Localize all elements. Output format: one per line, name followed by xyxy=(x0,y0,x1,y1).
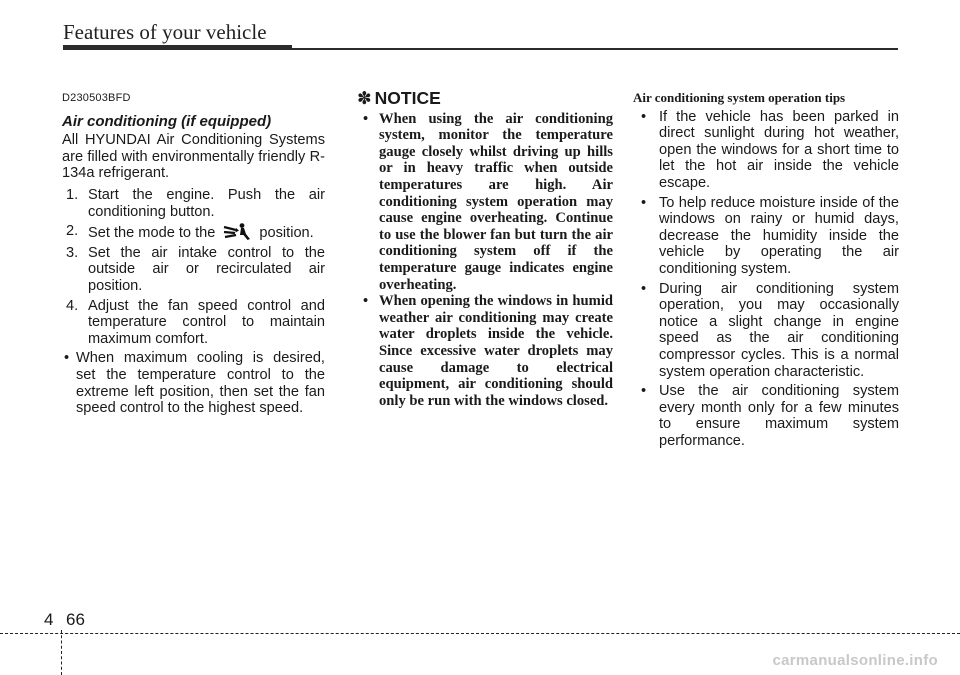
bullet-dot: • xyxy=(363,110,369,127)
intro-paragraph: All HYUNDAI Air Conditioning Systems are filled with environmentally friendly R-134a refrigerant. xyxy=(62,132,325,182)
watermark: carmanualsonline.info xyxy=(772,652,938,669)
step-text-after-icon: position. xyxy=(259,225,314,242)
notice-column xyxy=(357,90,613,409)
step-text: Set the air intake control to the outside air or recirculated air position. xyxy=(88,244,325,294)
section-code: D230503BFD xyxy=(62,92,131,104)
chapter-number: 4 xyxy=(44,610,54,629)
footer-dashed-rule xyxy=(0,633,960,634)
bullet-dot: • xyxy=(641,108,647,125)
tip-item xyxy=(633,383,899,449)
bullet-dot: • xyxy=(641,280,647,297)
bullet-dot: • xyxy=(641,194,647,211)
step-number: 3. xyxy=(66,244,79,261)
tips-heading: Air conditioning system operation tips xyxy=(633,90,846,105)
step-number: 4. xyxy=(66,297,79,314)
page-number: 66 xyxy=(66,610,85,629)
notice-label: NOTICE xyxy=(374,88,441,108)
notice-item xyxy=(357,111,613,294)
tip-item xyxy=(633,281,899,381)
page-header-title: Features of your vehicle xyxy=(63,20,267,44)
bullet-dot: • xyxy=(64,350,70,367)
step-item xyxy=(62,298,325,348)
tip-text: Use the air conditioning system every month only for a few minutes to ensure maximum system performance. xyxy=(659,383,899,449)
header-rule-thick xyxy=(63,45,292,50)
bullet-dot: • xyxy=(363,293,369,310)
bullet-text: When maximum cooling is desired, set the temperature control to the extreme left position, then set the fan speed control to the highest speed. xyxy=(76,350,325,417)
step-item xyxy=(62,187,325,220)
notice-text: When opening the windows in humid weather air conditioning may create water droplets inside the vehicle. Since excessive water droplets may cause damage to electrical equipment, air conditioning should only be run with the windows closed. xyxy=(379,293,613,409)
tip-text: During air conditioning system operation, you may occasionally notice a slight change in engine speed as the air conditioning compressor cycles. This is a normal system operation characteristic. xyxy=(659,280,899,380)
step-number: 2. xyxy=(66,223,79,240)
notice-item xyxy=(357,293,613,409)
step-text: Start the engine. Push the air conditioning button. xyxy=(88,186,325,220)
header-rule-thin xyxy=(292,48,898,50)
notice-text: When using the air conditioning system, monitor the temperature gauge closely whilst driving up hills or in heavy traffic when outside temperatures are high. Air conditioning system operation may cause engine overheating. Continue to use the blower fan but turn the air conditioning system off if the temperature gauge indicates engine overheating. xyxy=(379,110,613,293)
notice-star-icon: ✽ xyxy=(357,88,372,108)
step-text: Adjust the fan speed control and temperature control to maintain maximum comfort. xyxy=(88,297,325,347)
tip-item xyxy=(633,109,899,192)
tip-text: To help reduce moisture inside of the windows on rainy or humid days, decrease the humidity inside the vehicle by operating the air conditioning system. xyxy=(659,194,899,277)
notice-heading xyxy=(357,90,613,107)
tip-item xyxy=(633,195,899,278)
footer-dashed-divider xyxy=(61,630,62,675)
step-text-before-icon: Set the mode to the xyxy=(88,225,216,242)
step-item xyxy=(62,245,325,295)
step-number: 1. xyxy=(66,186,79,203)
left-column xyxy=(62,90,325,420)
step-item xyxy=(62,223,325,242)
tips-column xyxy=(633,90,899,452)
vent-mode-icon xyxy=(223,223,253,241)
bullet-dot: • xyxy=(641,383,647,400)
section-heading: Air conditioning (if equipped) xyxy=(62,112,272,130)
bullet-item xyxy=(62,350,325,416)
tip-text: If the vehicle has been parked in direct sunlight during hot weather, open the windows for a short time to let the hot air inside the vehicle escape. xyxy=(659,108,899,191)
